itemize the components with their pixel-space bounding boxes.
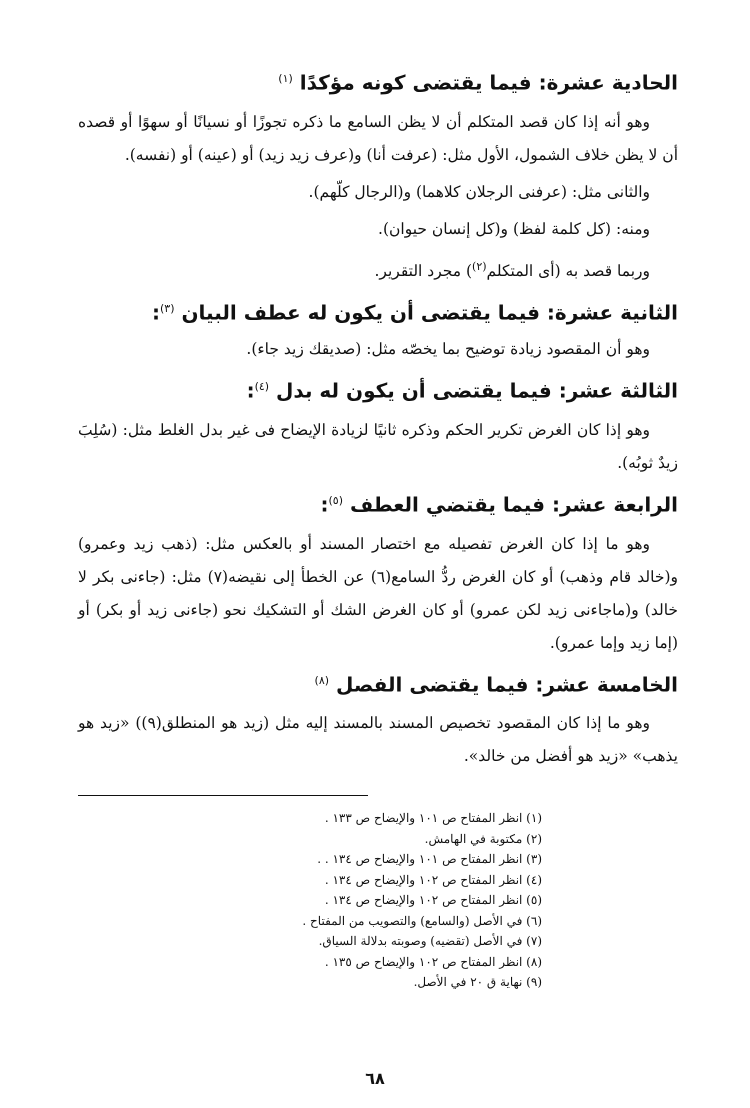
line-text: وهو أن المقصود زيادة توضيح بما يخصّه مثل: (صديقك زيد جاء). xyxy=(246,340,650,359)
section-heading xyxy=(78,370,678,408)
line-text: وربما قصد به (أى المتكلم xyxy=(486,261,650,280)
footnote-separator-wrap xyxy=(78,795,678,796)
paragraph: وهو ما إذا كان الغرض تفصيله مع اختصار المسند أو بالعكس مثل: (ذهب زيد وعمرو) و(خالد قام وذهب) أو كان الغرض ردُّ السامع(٦) عن الخطأ إلى نقيضه(٧) مثل: (جاءنى بكر لا خالد) و(ماجاءنى زيد لكن عمرو) أو كان الغرض الشك أو التشكيك نحو (جاءنى زيد أو بكر) أو (إما زيد وإما عمرو). xyxy=(78,534,678,652)
heading-tail: : xyxy=(246,379,255,404)
line-text: والثانى مثل: (عرفنى الرجلان كلاهما) و(الرجال كلّهم). xyxy=(308,182,650,201)
paragraph: وهو ما إذا كان المقصود تخصيص المسند بالمسند إليه مثل (زيد هو المنطلق(٩)) «زيد هو يذهب» «زيد هو أفضل من خالد». xyxy=(78,714,678,766)
heading-text: الحادية عشرة: فيما يقتضى كونه مؤكدًا xyxy=(299,70,678,95)
heading-tail: : xyxy=(151,300,160,325)
section-heading xyxy=(78,484,678,522)
heading-text: الثانية عشرة: فيما يقتضى أن يكون له عطف البيان xyxy=(181,300,678,325)
text-line xyxy=(78,176,650,209)
line-text-after: ) مجرد التقرير. xyxy=(374,261,473,280)
footnote-item: (٩) نهاية ق ٢٠ في الأصل. xyxy=(413,975,542,990)
footnote-ref[interactable]: (٨) xyxy=(314,673,330,687)
footnote-ref[interactable]: (٤) xyxy=(254,380,270,394)
footnote-ref[interactable]: (٢) xyxy=(472,259,487,273)
text-line xyxy=(78,250,650,288)
footnote-item: (٤) انظر المفتاح ص ١٠٢ والإيضاح ص ١٣٤ . xyxy=(324,872,542,887)
heading-text: الرابعة عشر: فيما يقتضي العطف xyxy=(349,492,678,517)
footnote-item: (٨) انظر المفتاح ص ١٠٢ والإيضاح ص ١٣٥ . xyxy=(324,954,542,969)
footnote-item: (٢) مكتوبة في الهامش. xyxy=(424,831,542,846)
line-text: ومنه: (كل كلمة لفظ) و(كل إنسان حيوان). xyxy=(378,219,650,238)
footnote-item: (٥) انظر المفتاح ص ١٠٢ والإيضاح ص ١٣٤ . xyxy=(324,893,542,908)
text-line xyxy=(78,333,650,366)
heading-text: الخامسة عشر: فيما يقتضى الفصل xyxy=(336,672,678,697)
text-line xyxy=(78,213,650,246)
paragraph: وهو أنه إذا كان قصد المتكلم أن لا يظن السامع ما ذكره تجوزًا أو نسيانًا أو سهوًا أو قصده أن لا يظن خلاف الشمول، الأول مثل: (عرفت أنا) و(عرف زيد زيد) أو (عينه) أو (نفسه). xyxy=(78,112,678,164)
footnotes-list xyxy=(182,808,552,993)
footnote-separator xyxy=(78,795,368,796)
section-heading xyxy=(78,664,678,702)
footnote-ref[interactable]: (١) xyxy=(278,72,293,85)
paragraph: وهو إذا كان الغرض تكرير الحكم وذكره ثانيًا لزيادة الإيضاح فى غير بدل الغلط مثل: (سُلِبَ زيدٌ ثوبُه). xyxy=(78,421,678,473)
footnote-item: (١) انظر المفتاح ص ١٠١ والإيضاح ص ١٣٣ . xyxy=(324,811,542,826)
page-number: ٦٨ xyxy=(365,1069,385,1088)
footnote-item: (٦) في الأصل (والسامع) والتصويب من المفتاح . xyxy=(302,913,542,928)
footnote-item: (٧) في الأصل (تقضيه) وصوبته بدلالة السياق. xyxy=(318,934,542,949)
heading-tail: : xyxy=(320,492,329,517)
footnote-ref[interactable]: (٥) xyxy=(328,494,343,508)
footnote-item: (٣) انظر المفتاح ص ١٠١ والإيضاح ص ١٣٤ . . xyxy=(317,852,542,867)
heading-text: الثالثة عشر: فيما يقتضى أن يكون له بدل xyxy=(276,379,678,404)
footnote-ref[interactable]: (٣) xyxy=(159,301,175,315)
section-heading xyxy=(78,62,678,100)
section-heading xyxy=(78,292,678,330)
